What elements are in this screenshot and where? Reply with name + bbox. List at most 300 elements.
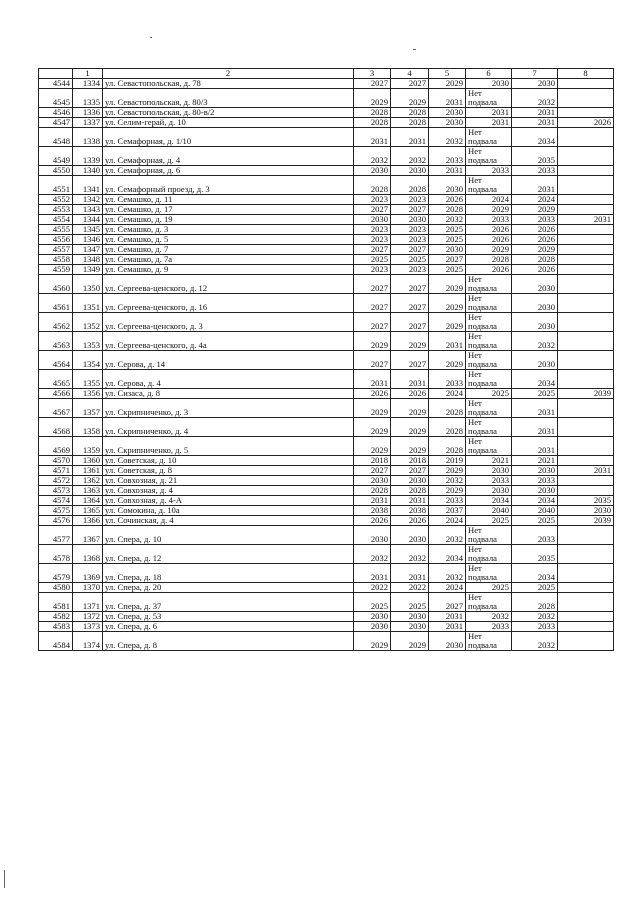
table-row bbox=[39, 456, 614, 466]
cell-c8 bbox=[558, 612, 614, 622]
address-cell: ул. Спера, д. 6 bbox=[103, 622, 354, 632]
address-cell: ул. Сергеева-ценского, д. 3 bbox=[103, 313, 354, 332]
table-row bbox=[39, 418, 614, 437]
cell-c8 bbox=[558, 564, 614, 583]
col-header-0 bbox=[39, 69, 73, 79]
cell-c4: 2025 bbox=[391, 255, 429, 265]
address-cell: ул. Совхозная, д. 4-А bbox=[103, 496, 354, 506]
cell-n: 4573 bbox=[39, 486, 73, 496]
no-basement-line-1: Нет bbox=[468, 350, 482, 360]
address-cell: ул. Серова, д. 14 bbox=[103, 351, 354, 370]
no-basement-cell bbox=[466, 128, 512, 147]
no-basement-line-2: подвала bbox=[468, 534, 497, 544]
cell-c3: 2027 bbox=[354, 245, 391, 255]
cell-c8 bbox=[558, 275, 614, 294]
address-cell: ул. Спера, д. 37 bbox=[103, 593, 354, 612]
cell-c6: 2033 bbox=[466, 215, 512, 225]
cell-id: 1357 bbox=[73, 399, 103, 418]
cell-n: 4557 bbox=[39, 245, 73, 255]
no-basement-cell bbox=[466, 313, 512, 332]
col-header-3: 3 bbox=[354, 69, 391, 79]
cell-n: 4575 bbox=[39, 506, 73, 516]
no-basement-line-1: Нет bbox=[468, 563, 482, 573]
cell-c8 bbox=[558, 351, 614, 370]
col-header-2: 2 bbox=[103, 69, 354, 79]
cell-c4: 2029 bbox=[391, 399, 429, 418]
cell-c6: 2031 bbox=[466, 108, 512, 118]
cell-c6: 2030 bbox=[466, 79, 512, 89]
table-row bbox=[39, 332, 614, 351]
cell-c5: 2030 bbox=[429, 245, 466, 255]
cell-c8 bbox=[558, 235, 614, 245]
cell-c7: 2029 bbox=[512, 205, 558, 215]
cell-c8 bbox=[558, 255, 614, 265]
table-row bbox=[39, 147, 614, 166]
cell-c4: 2028 bbox=[391, 118, 429, 128]
table-row bbox=[39, 79, 614, 89]
cell-c3: 2027 bbox=[354, 275, 391, 294]
cell-c6: 2030 bbox=[466, 486, 512, 496]
cell-id: 1351 bbox=[73, 294, 103, 313]
cell-c5: 2024 bbox=[429, 389, 466, 399]
address-cell: ул. Спера, д. 20 bbox=[103, 583, 354, 593]
cell-n: 4553 bbox=[39, 205, 73, 215]
no-basement-cell bbox=[466, 275, 512, 294]
cell-c5: 2026 bbox=[429, 195, 466, 205]
cell-c6: 2029 bbox=[466, 205, 512, 215]
cell-id: 1349 bbox=[73, 265, 103, 275]
cell-c7: 2024 bbox=[512, 195, 558, 205]
cell-c4: 2023 bbox=[391, 195, 429, 205]
cell-c4: 2028 bbox=[391, 486, 429, 496]
cell-c5: 2028 bbox=[429, 399, 466, 418]
table-row bbox=[39, 486, 614, 496]
table-row bbox=[39, 516, 614, 526]
cell-c7: 2031 bbox=[512, 418, 558, 437]
cell-c7: 2030 bbox=[512, 275, 558, 294]
cell-id: 1374 bbox=[73, 632, 103, 651]
cell-c7: 2033 bbox=[512, 526, 558, 545]
no-basement-line-1: Нет bbox=[468, 369, 482, 379]
cell-id: 1346 bbox=[73, 235, 103, 245]
cell-c5: 2019 bbox=[429, 456, 466, 466]
table-row bbox=[39, 235, 614, 245]
cell-c7: 2030 bbox=[512, 351, 558, 370]
no-basement-line-1: Нет bbox=[468, 592, 482, 602]
no-basement-cell bbox=[466, 332, 512, 351]
address-cell: ул. Семашко, д. 7 bbox=[103, 245, 354, 255]
cell-c4: 2029 bbox=[391, 418, 429, 437]
cell-c4: 2032 bbox=[391, 147, 429, 166]
cell-c7: 2035 bbox=[512, 147, 558, 166]
cell-c7: 2030 bbox=[512, 294, 558, 313]
no-basement-line-1: Нет bbox=[468, 331, 482, 341]
cell-n: 4584 bbox=[39, 632, 73, 651]
cell-n: 4569 bbox=[39, 437, 73, 456]
cell-c3: 2038 bbox=[354, 506, 391, 516]
cell-c4: 2027 bbox=[391, 466, 429, 476]
table-row bbox=[39, 351, 614, 370]
address-cell: ул. Семафорный проезд, д. 3 bbox=[103, 176, 354, 195]
cell-c4: 2026 bbox=[391, 516, 429, 526]
cell-c8 bbox=[558, 632, 614, 651]
cell-c4: 2028 bbox=[391, 176, 429, 195]
cell-c8 bbox=[558, 195, 614, 205]
cell-c8 bbox=[558, 245, 614, 255]
cell-c5: 2032 bbox=[429, 215, 466, 225]
cell-c3: 2029 bbox=[354, 418, 391, 437]
no-basement-line-2: подвала bbox=[468, 426, 497, 436]
cell-id: 1363 bbox=[73, 486, 103, 496]
address-cell: ул. Семашко, д. 19 bbox=[103, 215, 354, 225]
cell-c4: 2025 bbox=[391, 593, 429, 612]
cell-c3: 2030 bbox=[354, 622, 391, 632]
no-basement-line-2: подвала bbox=[468, 359, 497, 369]
table-row bbox=[39, 496, 614, 506]
cell-c8: 2039 bbox=[558, 516, 614, 526]
cell-c8 bbox=[558, 476, 614, 486]
table-row bbox=[39, 593, 614, 612]
col-header-7: 7 bbox=[512, 69, 558, 79]
cell-n: 4571 bbox=[39, 466, 73, 476]
cell-c5: 2025 bbox=[429, 225, 466, 235]
cell-c7: 2033 bbox=[512, 622, 558, 632]
table-row bbox=[39, 128, 614, 147]
cell-n: 4561 bbox=[39, 294, 73, 313]
cell-n: 4574 bbox=[39, 496, 73, 506]
cell-n: 4544 bbox=[39, 79, 73, 89]
cell-id: 1367 bbox=[73, 526, 103, 545]
address-cell: ул. Спера, д. 18 bbox=[103, 564, 354, 583]
cell-c7: 2030 bbox=[512, 486, 558, 496]
cell-c8: 2031 bbox=[558, 215, 614, 225]
cell-n: 4560 bbox=[39, 275, 73, 294]
table-row bbox=[39, 89, 614, 108]
cell-c7: 2034 bbox=[512, 370, 558, 389]
cell-c4: 2027 bbox=[391, 275, 429, 294]
address-cell: ул. Спера, д. 12 bbox=[103, 545, 354, 564]
cell-id: 1372 bbox=[73, 612, 103, 622]
cell-c5: 2032 bbox=[429, 526, 466, 545]
cell-c4: 2022 bbox=[391, 583, 429, 593]
cell-n: 4566 bbox=[39, 389, 73, 399]
no-basement-line-2: подвала bbox=[468, 155, 497, 165]
cell-c8 bbox=[558, 526, 614, 545]
table-row bbox=[39, 225, 614, 235]
cell-c5: 2033 bbox=[429, 496, 466, 506]
cell-c8: 2026 bbox=[558, 118, 614, 128]
cell-c6: 2025 bbox=[466, 516, 512, 526]
address-cell: ул. Сергеева-ценского, д. 12 bbox=[103, 275, 354, 294]
cell-c7: 2030 bbox=[512, 313, 558, 332]
no-basement-line-2: подвала bbox=[468, 302, 497, 312]
cell-n: 4577 bbox=[39, 526, 73, 545]
cell-c4: 2027 bbox=[391, 245, 429, 255]
cell-c3: 2023 bbox=[354, 265, 391, 275]
cell-c8 bbox=[558, 89, 614, 108]
cell-c4: 2030 bbox=[391, 526, 429, 545]
cell-n: 4547 bbox=[39, 118, 73, 128]
cell-c4: 2029 bbox=[391, 437, 429, 456]
address-cell: ул. Семашко, д. 5 bbox=[103, 235, 354, 245]
address-cell: ул. Селим-герай, д. 10 bbox=[103, 118, 354, 128]
cell-c7: 2032 bbox=[512, 89, 558, 108]
cell-n: 4570 bbox=[39, 456, 73, 466]
cell-n: 4558 bbox=[39, 255, 73, 265]
no-basement-cell bbox=[466, 370, 512, 389]
cell-c5: 2029 bbox=[429, 275, 466, 294]
cell-id: 1340 bbox=[73, 166, 103, 176]
address-cell: ул. Скрипниченко, д. 5 bbox=[103, 437, 354, 456]
no-basement-line-1: Нет bbox=[468, 88, 482, 98]
cell-c8 bbox=[558, 437, 614, 456]
cell-c4: 2028 bbox=[391, 108, 429, 118]
no-basement-cell bbox=[466, 89, 512, 108]
cell-c6: 2021 bbox=[466, 456, 512, 466]
cell-c7: 2033 bbox=[512, 166, 558, 176]
cell-c3: 2028 bbox=[354, 108, 391, 118]
cell-c7: 2031 bbox=[512, 176, 558, 195]
no-basement-cell bbox=[466, 526, 512, 545]
scan-mark bbox=[150, 37, 152, 38]
no-basement-cell bbox=[466, 351, 512, 370]
cell-id: 1350 bbox=[73, 275, 103, 294]
cell-c4: 2030 bbox=[391, 166, 429, 176]
cell-c5: 2030 bbox=[429, 632, 466, 651]
cell-c5: 2025 bbox=[429, 265, 466, 275]
table-row bbox=[39, 466, 614, 476]
cell-c3: 2031 bbox=[354, 370, 391, 389]
cell-id: 1352 bbox=[73, 313, 103, 332]
cell-c8 bbox=[558, 313, 614, 332]
cell-c3: 2023 bbox=[354, 225, 391, 235]
cell-c8: 2031 bbox=[558, 466, 614, 476]
cell-c8 bbox=[558, 332, 614, 351]
cell-c7: 2021 bbox=[512, 456, 558, 466]
no-basement-line-2: подвала bbox=[468, 572, 497, 582]
address-cell: ул. Советская, д. 10 bbox=[103, 456, 354, 466]
cell-c6: 2033 bbox=[466, 476, 512, 486]
cell-c3: 2022 bbox=[354, 583, 391, 593]
cell-c3: 2030 bbox=[354, 215, 391, 225]
table-row bbox=[39, 506, 614, 516]
no-basement-line-1: Нет bbox=[468, 312, 482, 322]
cell-c5: 2032 bbox=[429, 128, 466, 147]
no-basement-cell bbox=[466, 399, 512, 418]
no-basement-line-1: Нет bbox=[468, 274, 482, 284]
cell-id: 1347 bbox=[73, 245, 103, 255]
cell-c5: 2029 bbox=[429, 466, 466, 476]
cell-c5: 2029 bbox=[429, 486, 466, 496]
cell-c4: 2030 bbox=[391, 622, 429, 632]
address-cell: ул. Спера, д. 53 bbox=[103, 612, 354, 622]
cell-c4: 2029 bbox=[391, 332, 429, 351]
cell-c5: 2031 bbox=[429, 612, 466, 622]
cell-c7: 2033 bbox=[512, 476, 558, 486]
cell-c8: 2030 bbox=[558, 506, 614, 516]
cell-n: 4580 bbox=[39, 583, 73, 593]
no-basement-line-1: Нет bbox=[468, 417, 482, 427]
scan-mark bbox=[413, 49, 416, 50]
housing-table bbox=[38, 68, 614, 651]
cell-c5: 2028 bbox=[429, 437, 466, 456]
cell-c7: 2030 bbox=[512, 466, 558, 476]
cell-c5: 2027 bbox=[429, 255, 466, 265]
table-row bbox=[39, 275, 614, 294]
cell-c7: 2032 bbox=[512, 632, 558, 651]
no-basement-cell bbox=[466, 294, 512, 313]
no-basement-line-1: Нет bbox=[468, 293, 482, 303]
cell-c4: 2026 bbox=[391, 389, 429, 399]
cell-n: 4576 bbox=[39, 516, 73, 526]
cell-id: 1356 bbox=[73, 389, 103, 399]
table-row bbox=[39, 166, 614, 176]
cell-c8 bbox=[558, 545, 614, 564]
cell-c8 bbox=[558, 583, 614, 593]
cell-c3: 2026 bbox=[354, 516, 391, 526]
address-cell: ул. Совхозная, д. 4 bbox=[103, 486, 354, 496]
no-basement-line-2: подвала bbox=[468, 283, 497, 293]
cell-c3: 2025 bbox=[354, 593, 391, 612]
no-basement-cell bbox=[466, 176, 512, 195]
cell-c7: 2030 bbox=[512, 79, 558, 89]
cell-c7: 2025 bbox=[512, 389, 558, 399]
cell-c6: 2034 bbox=[466, 496, 512, 506]
cell-c7: 2026 bbox=[512, 225, 558, 235]
cell-c3: 2029 bbox=[354, 437, 391, 456]
cell-id: 1371 bbox=[73, 593, 103, 612]
cell-c3: 2023 bbox=[354, 195, 391, 205]
table-row bbox=[39, 545, 614, 564]
cell-c3: 2027 bbox=[354, 79, 391, 89]
cell-c7: 2032 bbox=[512, 332, 558, 351]
table-row bbox=[39, 437, 614, 456]
col-header-5: 5 bbox=[429, 69, 466, 79]
cell-c4: 2030 bbox=[391, 476, 429, 486]
cell-c6: 2026 bbox=[466, 265, 512, 275]
cell-c5: 2027 bbox=[429, 593, 466, 612]
table-row bbox=[39, 612, 614, 622]
cell-c5: 2031 bbox=[429, 166, 466, 176]
cell-id: 1368 bbox=[73, 545, 103, 564]
cell-n: 4545 bbox=[39, 89, 73, 108]
cell-id: 1353 bbox=[73, 332, 103, 351]
cell-c8 bbox=[558, 176, 614, 195]
cell-id: 1369 bbox=[73, 564, 103, 583]
cell-c8 bbox=[558, 593, 614, 612]
cell-c4: 2027 bbox=[391, 79, 429, 89]
cell-c7: 2035 bbox=[512, 545, 558, 564]
col-header-8: 8 bbox=[558, 69, 614, 79]
cell-c8 bbox=[558, 456, 614, 466]
address-cell: ул. Совхозная, д. 21 bbox=[103, 476, 354, 486]
cell-c3: 2032 bbox=[354, 147, 391, 166]
cell-c6: 2030 bbox=[466, 466, 512, 476]
cell-c3: 2027 bbox=[354, 205, 391, 215]
cell-c4: 2029 bbox=[391, 89, 429, 108]
cell-id: 1336 bbox=[73, 108, 103, 118]
cell-c8 bbox=[558, 166, 614, 176]
cell-c6: 2040 bbox=[466, 506, 512, 516]
cell-n: 4550 bbox=[39, 166, 73, 176]
cell-c3: 2026 bbox=[354, 389, 391, 399]
table-row bbox=[39, 195, 614, 205]
address-cell: ул. Сергеева-ценского, д. 16 bbox=[103, 294, 354, 313]
no-basement-line-2: подвала bbox=[468, 136, 497, 146]
cell-c3: 2028 bbox=[354, 176, 391, 195]
cell-c5: 2029 bbox=[429, 294, 466, 313]
address-cell: ул. Семашко, д. 3 bbox=[103, 225, 354, 235]
cell-n: 4565 bbox=[39, 370, 73, 389]
table-row bbox=[39, 265, 614, 275]
cell-id: 1354 bbox=[73, 351, 103, 370]
cell-c5: 2034 bbox=[429, 545, 466, 564]
cell-n: 4572 bbox=[39, 476, 73, 486]
cell-id: 1362 bbox=[73, 476, 103, 486]
no-basement-line-1: Нет bbox=[468, 127, 482, 137]
no-basement-line-2: подвала bbox=[468, 340, 497, 350]
no-basement-cell bbox=[466, 593, 512, 612]
no-basement-line-1: Нет bbox=[468, 146, 482, 156]
no-basement-line-2: подвала bbox=[468, 553, 497, 563]
cell-c7: 2031 bbox=[512, 399, 558, 418]
cell-c5: 2033 bbox=[429, 147, 466, 166]
cell-id: 1344 bbox=[73, 215, 103, 225]
cell-c8 bbox=[558, 622, 614, 632]
cell-c8 bbox=[558, 486, 614, 496]
cell-c3: 2018 bbox=[354, 456, 391, 466]
cell-c6: 2033 bbox=[466, 166, 512, 176]
cell-c6: 2032 bbox=[466, 612, 512, 622]
cell-id: 1335 bbox=[73, 89, 103, 108]
address-cell: ул. Советская, д. 8 bbox=[103, 466, 354, 476]
cell-c5: 2031 bbox=[429, 622, 466, 632]
cell-c6: 2029 bbox=[466, 245, 512, 255]
table-row bbox=[39, 632, 614, 651]
cell-c4: 2031 bbox=[391, 370, 429, 389]
cell-n: 4554 bbox=[39, 215, 73, 225]
cell-c3: 2029 bbox=[354, 632, 391, 651]
cell-c3: 2028 bbox=[354, 118, 391, 128]
cell-c8 bbox=[558, 418, 614, 437]
cell-c7: 2026 bbox=[512, 235, 558, 245]
cell-n: 4562 bbox=[39, 313, 73, 332]
cell-c5: 2030 bbox=[429, 118, 466, 128]
cell-c8 bbox=[558, 294, 614, 313]
no-basement-cell bbox=[466, 418, 512, 437]
no-basement-cell bbox=[466, 564, 512, 583]
cell-c4: 2031 bbox=[391, 128, 429, 147]
cell-id: 1339 bbox=[73, 147, 103, 166]
cell-c3: 2028 bbox=[354, 486, 391, 496]
cell-c4: 2023 bbox=[391, 225, 429, 235]
cell-c3: 2030 bbox=[354, 526, 391, 545]
address-cell: ул. Севастопольская, д. 80/3 bbox=[103, 89, 354, 108]
cell-id: 1341 bbox=[73, 176, 103, 195]
cell-c4: 2027 bbox=[391, 313, 429, 332]
cell-c6: 2025 bbox=[466, 389, 512, 399]
cell-c5: 2031 bbox=[429, 332, 466, 351]
address-cell: ул. Севастопольская, д. 78 bbox=[103, 79, 354, 89]
cell-n: 4563 bbox=[39, 332, 73, 351]
no-basement-line-1: Нет bbox=[468, 631, 482, 641]
no-basement-line-1: Нет bbox=[468, 436, 482, 446]
cell-n: 4546 bbox=[39, 108, 73, 118]
cell-c3: 2027 bbox=[354, 466, 391, 476]
cell-c4: 2031 bbox=[391, 564, 429, 583]
cell-c7: 2034 bbox=[512, 564, 558, 583]
table-row bbox=[39, 245, 614, 255]
